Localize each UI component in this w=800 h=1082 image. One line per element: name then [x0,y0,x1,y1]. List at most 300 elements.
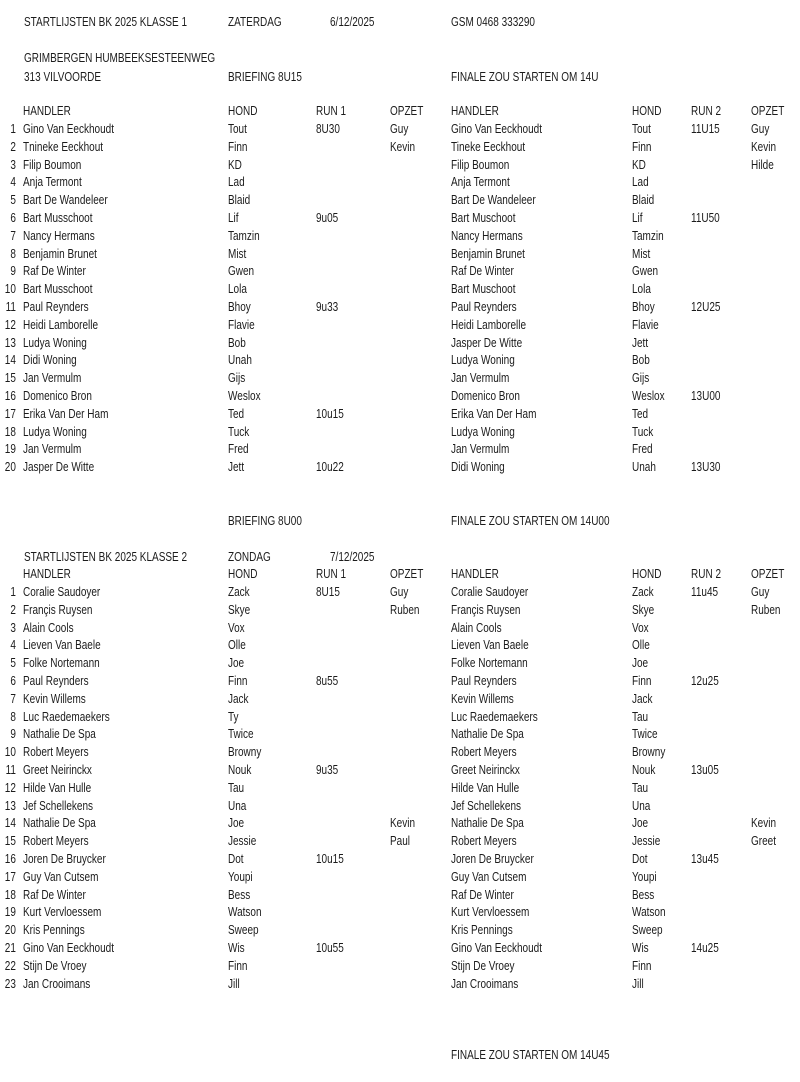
dog-name-left: Blaid [228,193,251,208]
row-number: 17 [4,869,16,884]
table-row [0,370,800,388]
klasse2-title-line [0,548,800,566]
dog-name-right: Finn [632,673,652,688]
handler-name-left: Stijn De Vroey [23,958,87,973]
table-row [0,958,800,976]
dog-name-right: Jessie [632,834,661,849]
run1-time: 8U15 [316,584,340,599]
run1-time: 10u15 [316,851,344,866]
dog-name-left: Youpi [228,869,253,884]
address-line-1 [0,49,800,67]
handler-name-right: Gino Van Eeckhoudt [451,121,542,136]
dog-name-left: Weslox [228,388,261,403]
klasse2-header-row [0,566,800,584]
handler-name-right: Ludya Woning [451,353,515,368]
row-number: 7 [10,691,16,706]
dog-name-left: Olle [228,638,246,653]
handler-name-right: Lieven Van Baele [451,638,529,653]
dog-name-right: Tuck [632,424,654,439]
dog-name-right: Dot [632,851,648,866]
handler-name-left: Gino Van Eeckhoudt [23,121,114,136]
opzet-name-left: Guy [390,121,409,136]
table-row [0,780,800,798]
dog-name-left: KD [228,157,242,172]
dog-name-left: Joe [228,816,245,831]
dog-name-left: Lad [228,175,245,190]
run2-time: 14u25 [691,940,719,955]
row-number: 1 [10,121,16,136]
dog-name-right: Gijs [632,371,650,386]
row-number: 12 [4,780,16,795]
handler-name-left: Paul Reynders [23,299,89,314]
dog-name-right: Finn [632,958,652,973]
handler-name-left: Filip Boumon [23,157,82,172]
dog-name-left: Gijs [228,371,246,386]
dog-name-right: Una [632,798,651,813]
table-row [0,388,800,406]
row-number: 2 [10,602,16,617]
table-row [0,709,800,727]
dog-name-right: Flavie [632,317,659,332]
row-number: 18 [4,424,16,439]
dog-name-right: Sweep [632,923,663,938]
handler-name-left: Heidi Lamborelle [23,317,99,332]
table-row [0,121,800,139]
handler-name-left: Domenico Bron [23,388,92,403]
dog-name-right: Jack [632,691,653,706]
handler-name-right: Jan Crooimans [451,976,519,991]
column-header-hond-right: HOND [632,104,662,119]
column-header-hond-right: HOND [632,567,662,582]
table-row [0,637,800,655]
row-number: 18 [4,887,16,902]
row-number: 11 [5,299,16,314]
handler-name-left: Ludya Woning [23,424,87,439]
handler-name-left: Jan Vermulm [23,442,82,457]
opzet-name-left: Guy [390,584,409,599]
dog-name-right: Weslox [632,388,665,403]
table-row [0,744,800,762]
table-row [0,691,800,709]
row-number: 20 [4,923,16,938]
handler-name-right: Paul Reynders [451,673,517,688]
opzet-name-right: Kevin [751,816,777,831]
handler-name-right: Paul Reynders [451,299,517,314]
handler-name-right: Coralie Saudoyer [451,584,529,599]
handler-name-right: Nancy Hermans [451,228,523,243]
column-header-run1: RUN 1 [316,567,347,582]
run1-time: 8u55 [316,673,339,688]
dog-name-right: Lola [632,282,651,297]
dog-name-left: Browny [228,745,262,760]
column-header-handler-left: HANDLER [23,567,71,582]
handler-name-right: Erika Van Der Ham [451,406,537,421]
row-number: 10 [4,282,16,297]
dog-name-right: Skye [632,602,655,617]
row-number: 23 [4,976,16,991]
table-row [0,620,800,638]
dog-name-left: Lif [228,210,239,225]
dog-name-right: Jill [632,976,644,991]
dog-name-left: Tau [228,780,245,795]
handler-name-right: Gino Van Eeckhoudt [451,940,542,955]
handler-name-right: Jan Vermulm [451,371,510,386]
row-number: 15 [4,371,16,386]
table-row [0,584,800,602]
dog-name-right: Youpi [632,869,657,884]
handler-name-right: Folke Nortemann [451,656,528,671]
row-number: 14 [4,353,16,368]
row-number: 20 [4,460,16,475]
address-line-2 [0,68,800,86]
run2-time: 13u05 [691,762,719,777]
column-header-opzet-left: OPZET [390,104,424,119]
column-header-run1: RUN 1 [316,104,347,119]
table-row [0,424,800,442]
handler-name-left: Tnineke Eeckhout [23,139,104,154]
table-row [0,833,800,851]
row-number: 6 [10,673,16,688]
handler-name-right: Kevin Willems [451,691,514,706]
handler-name-right: Françis Ruysen [451,602,521,617]
row-number: 13 [4,798,16,813]
table-row [0,673,800,691]
dog-name-right: Ted [632,406,649,421]
row-number: 13 [4,335,16,350]
handler-name-left: Hilde Van Hulle [23,780,92,795]
dog-name-right: Twice [632,727,658,742]
dog-name-left: Jack [228,691,249,706]
row-number: 21 [4,940,16,955]
dog-name-left: Bhoy [228,299,251,314]
dog-name-left: Gwen [228,264,255,279]
dog-name-left: Unah [228,353,252,368]
row-number: 9 [10,727,16,742]
klasse2-briefing: BRIEFING 8U00 [228,514,302,528]
footer-finale-note: FINALE ZOU STARTEN OM 14U45 [451,1048,610,1062]
dog-name-left: Vox [228,620,245,635]
handler-name-right: Guy Van Cutsem [451,869,527,884]
dog-name-left: Bess [228,887,251,902]
handler-name-right: Kurt Vervloessem [451,905,530,920]
handler-name-left: Kevin Willems [23,691,86,706]
klasse1-finale-note: FINALE ZOU STARTEN OM 14U [451,70,599,84]
handler-name-left: Erika Van Der Ham [23,406,109,421]
dog-name-left: Dot [228,851,244,866]
dog-name-right: Lad [632,175,649,190]
run1-time: 9u05 [316,210,339,225]
dog-name-left: Watson [228,905,262,920]
run2-time: 11U15 [691,121,720,136]
row-number: 10 [4,745,16,760]
klasse2-briefing-line [0,512,800,530]
dog-name-right: Vox [632,620,649,635]
opzet-name-right: Hilde [751,157,774,172]
dog-name-left: Nouk [228,762,252,777]
handler-name-right: Anja Termont [451,175,510,190]
dog-name-right: Nouk [632,762,656,777]
handler-name-right: Nathalie De Spa [451,816,524,831]
handler-name-right: Alain Cools [451,620,502,635]
klasse2-finale-note: FINALE ZOU STARTEN OM 14U00 [451,514,610,528]
run2-time: 13U30 [691,460,721,475]
handler-name-right: Benjamin Brunet [451,246,525,261]
opzet-name-left: Paul [390,834,411,849]
row-number: 19 [4,442,16,457]
handler-name-left: Coralie Saudoyer [23,584,101,599]
dog-name-left: Skye [228,602,251,617]
table-row [0,139,800,157]
klasse2-date: 7/12/2025 [330,550,375,564]
column-header-hond-left: HOND [228,567,258,582]
klasse1-title-line [0,13,800,31]
handler-name-left: Bart De Wandeleer [23,193,108,208]
opzet-name-right: Guy [751,584,770,599]
row-number: 8 [10,709,16,724]
dog-name-left: Jessie [228,834,257,849]
handler-name-left: Paul Reynders [23,673,89,688]
opzet-name-right: Ruben [751,602,781,617]
row-number: 4 [10,638,16,653]
table-row [0,798,800,816]
dog-name-left: Twice [228,727,254,742]
table-row [0,263,800,281]
handler-name-left: Bart Musschoot [23,282,93,297]
run1-time: 10u15 [316,406,344,421]
table-row [0,228,800,246]
handler-name-right: Greet Neirinckx [451,762,520,777]
dog-name-left: Wis [228,940,245,955]
dog-name-right: Bhoy [632,299,655,314]
handler-name-left: Françis Ruysen [23,602,93,617]
run1-time: 10u55 [316,940,344,955]
row-number: 3 [10,620,16,635]
handler-name-right: Jasper De Witte [451,335,523,350]
handler-name-left: Nancy Hermans [23,228,95,243]
table-row [0,726,800,744]
row-number: 8 [10,246,16,261]
run2-time: 11U50 [691,210,720,225]
handler-name-right: Jef Schellekens [451,798,522,813]
table-row [0,869,800,887]
table-row [0,246,800,264]
run1-time: 9u35 [316,762,339,777]
handler-name-left: Raf De Winter [23,264,86,279]
dog-name-left: Finn [228,139,248,154]
dog-name-left: Mist [228,246,247,261]
column-header-opzet-right: OPZET [751,567,785,582]
handler-name-left: Didi Woning [23,353,77,368]
handler-name-left: Gino Van Eeckhoudt [23,940,114,955]
dog-name-left: Tuck [228,424,250,439]
row-number: 19 [4,905,16,920]
handler-name-right: Robert Meyers [451,834,517,849]
row-number: 16 [4,388,16,403]
handler-name-left: Jef Schellekens [23,798,94,813]
dog-name-right: Blaid [632,193,655,208]
dog-name-right: Olle [632,638,650,653]
handler-name-right: Raf De Winter [451,264,514,279]
dog-name-left: Flavie [228,317,255,332]
opzet-name-left: Kevin [390,816,416,831]
dog-name-right: Bess [632,887,655,902]
handler-name-left: Bart Musschoot [23,210,93,225]
table-row [0,922,800,940]
column-header-opzet-right: OPZET [751,104,785,119]
handler-name-left: Greet Neirinckx [23,762,92,777]
dog-name-right: Finn [632,139,652,154]
row-number: 2 [10,139,16,154]
row-number: 3 [10,157,16,172]
handler-name-left: Jan Crooimans [23,976,91,991]
handler-name-left: Raf De Winter [23,887,86,902]
handler-name-left: Robert Meyers [23,745,89,760]
run1-time: 8U30 [316,121,340,136]
dog-name-right: Gwen [632,264,659,279]
gsm-number: GSM 0468 333290 [451,15,535,29]
venue-city: 313 VILVOORDE [24,70,102,84]
table-row [0,352,800,370]
dog-name-left: Una [228,798,247,813]
handler-name-right: Kris Pennings [451,923,513,938]
klasse1-day: ZATERDAG [228,15,282,29]
handler-name-right: Bart Muschoot [451,282,516,297]
handler-name-right: Bart Muschoot [451,210,516,225]
dog-name-right: Jett [632,335,649,350]
table-row [0,762,800,780]
table-row [0,887,800,905]
dog-name-left: Finn [228,958,248,973]
dog-name-right: Tout [632,121,651,136]
handler-name-left: Luc Raedemaekers [23,709,110,724]
handler-name-right: Joren De Bruycker [451,851,534,866]
handler-name-left: Nathalie De Spa [23,816,96,831]
table-row [0,851,800,869]
handler-name-left: Joren De Bruycker [23,851,106,866]
row-number: 15 [4,834,16,849]
dog-name-left: Ty [228,709,239,724]
table-row [0,281,800,299]
run2-time: 12U25 [691,299,721,314]
venue-street: GRIMBERGEN HUMBEEKSESTEENWEG [24,51,216,65]
dog-name-left: Ted [228,406,245,421]
handler-name-right: Raf De Winter [451,887,514,902]
table-row [0,157,800,175]
handler-name-right: Luc Raedemaekers [451,709,538,724]
table-row [0,210,800,228]
handler-name-left: Ludya Woning [23,335,87,350]
dog-name-right: Zack [632,584,654,599]
handler-name-left: Folke Nortemann [23,656,100,671]
dog-name-right: Tau [632,780,649,795]
klasse1-briefing: BRIEFING 8U15 [228,70,302,84]
row-number: 11 [5,762,16,777]
table-row [0,976,800,994]
table-row [0,192,800,210]
dog-name-right: Fred [632,442,653,457]
dog-name-left: Fred [228,442,249,457]
row-number: 6 [10,210,16,225]
dog-name-right: Lif [632,210,643,225]
column-header-hond-left: HOND [228,104,258,119]
opzet-name-right: Kevin [751,139,777,154]
run1-time: 9u33 [316,299,339,314]
handler-name-left: Kris Pennings [23,923,85,938]
table-row [0,655,800,673]
handler-name-right: Domenico Bron [451,388,520,403]
dog-name-right: Joe [632,656,649,671]
column-header-handler-left: HANDLER [23,104,71,119]
dog-name-left: Bob [228,335,246,350]
row-number: 7 [10,228,16,243]
column-header-run2: RUN 2 [691,104,722,119]
row-number: 1 [10,584,16,599]
table-row [0,317,800,335]
row-number: 9 [10,264,16,279]
handler-name-right: Didi Woning [451,460,505,475]
run2-time: 13u45 [691,851,719,866]
run2-time: 13U00 [691,388,721,403]
run2-time: 12u25 [691,673,719,688]
table-row [0,940,800,958]
handler-name-left: Guy Van Cutsem [23,869,99,884]
handler-name-left: Kurt Vervloessem [23,905,102,920]
table-row [0,299,800,317]
handler-name-right: Stijn De Vroey [451,958,515,973]
table-row [0,335,800,353]
row-number: 14 [4,816,16,831]
dog-name-right: Tamzin [632,228,664,243]
klasse1-date: 6/12/2025 [330,15,375,29]
handler-name-left: Jan Vermulm [23,371,82,386]
table-row [0,815,800,833]
dog-name-right: Bob [632,353,650,368]
dog-name-right: Watson [632,905,666,920]
dog-name-left: Lola [228,282,247,297]
handler-name-left: Benjamin Brunet [23,246,97,261]
dog-name-right: KD [632,157,646,172]
column-header-handler-right: HANDLER [451,567,499,582]
handler-name-left: Nathalie De Spa [23,727,96,742]
table-row [0,406,800,424]
dog-name-left: Jett [228,460,245,475]
dog-name-left: Tamzin [228,228,260,243]
klasse1-title: STARTLIJSTEN BK 2025 KLASSE 1 [24,15,188,29]
dog-name-right: Unah [632,460,656,475]
opzet-name-left: Kevin [390,139,416,154]
klasse2-title: STARTLIJSTEN BK 2025 KLASSE 2 [24,550,188,564]
handler-name-right: Tineke Eeckhout [451,139,526,154]
handler-name-right: Bart De Wandeleer [451,193,536,208]
dog-name-left: Joe [228,656,245,671]
dog-name-right: Tau [632,709,649,724]
handler-name-left: Jasper De Witte [23,460,95,475]
handler-name-right: Hilde Van Hulle [451,780,520,795]
run2-time: 11u45 [691,584,719,599]
dog-name-right: Wis [632,940,649,955]
handler-name-right: Heidi Lamborelle [451,317,527,332]
dog-name-left: Jill [228,976,240,991]
handler-name-left: Robert Meyers [23,834,89,849]
opzet-name-right: Greet [751,834,777,849]
dog-name-left: Finn [228,673,248,688]
dog-name-left: Tout [228,121,247,136]
row-number: 12 [4,317,16,332]
opzet-name-right: Guy [751,121,770,136]
table-row [0,174,800,192]
dog-name-left: Zack [228,584,250,599]
dog-name-right: Joe [632,816,649,831]
